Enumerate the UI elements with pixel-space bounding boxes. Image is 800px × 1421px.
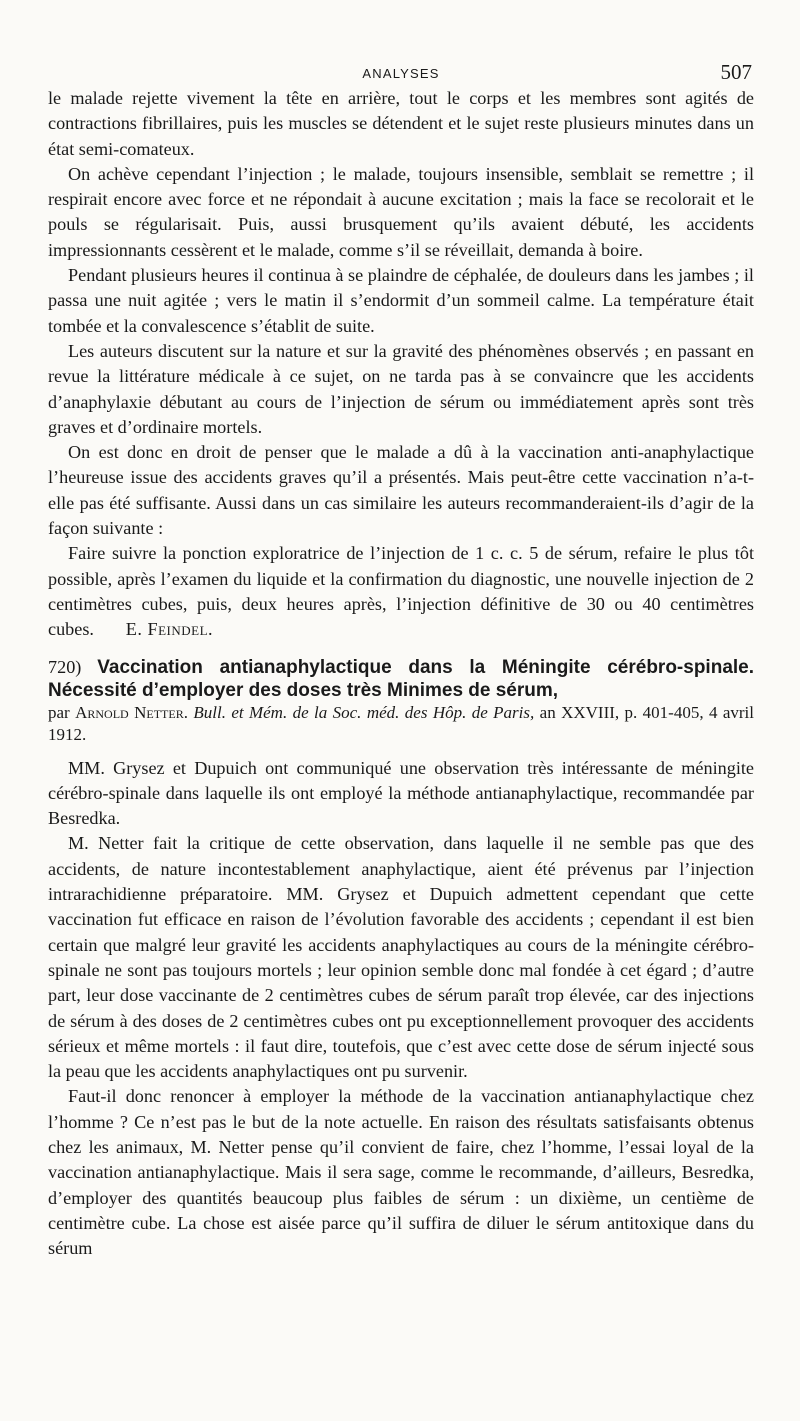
- page-header: [48, 58, 754, 86]
- signature: E. Feindel.: [125, 619, 214, 640]
- section-previous-analysis: [48, 86, 754, 643]
- paragraph-text: Faire suivre la ponction exploratrice de l’injection de 1 c. c. 5 de sérum, refaire le plus tôt possible, après l’examen du liquide et la confirmation du diagnostic, une nouvelle injection de 2 centimètres cubes, puis, deux heures après, l’injection définitive de 30 ou 40 centimètres cubes.: [48, 543, 754, 640]
- article-reference: [48, 702, 754, 746]
- running-title: ANALYSES: [362, 66, 440, 81]
- article-number: 720): [48, 656, 82, 677]
- article-720: [48, 656, 754, 1262]
- paragraph: On achève cependant l’injection ; le malade, toujours insensible, semblait se remettre ; il respirait encore avec force et ne répondait à aucune excitation ; mais la face se recolorait et le pouls se régularisait. Puis, aussi brusquement qu’ils avaient débuté, les accidents impressionnants cessèrent et le malade, comme s’il se réveillait, demanda à boire.: [48, 163, 754, 260]
- paragraph: Faut-il donc renoncer à employer la méthode de la vaccination antianaphylactique chez l’homme ? Ce n’est pas le but de la note actuelle. En raison des résultats satisfaisants obtenus chez les animaux, M. Netter pense qu’il convient de faire, chez l’homme, l’essai loyal de la vaccination antianaphylactique. Mais il sera sage, comme le recommande, d’ailleurs, Besredka, d’employer des quantités beaucoup plus faibles de sérum : un dixième, un centième de centimètre cube. La chose est aisée parce qu’il suffira de diluer le sérum antitoxique dans du sérum: [48, 1086, 754, 1259]
- paragraph: M. Netter fait la critique de cette observation, dans laquelle il ne semble pas que des accidents, de nature incontestablement anaphylactique, aient été prévenus par l’injection intrarachidienne préparatoire. MM. Grysez et Dupuich admettent cependant que cette vaccination fut efficace en raison de l’évolution favorable des accidents ; cependant il est bien certain que malgré leur gravité les accidents anaphylactiques au cours de la méningite cérébro-spinale ne sont pas toujours mortels ; leur opinion semble donc mal fondée à cet égard ; d’autre part, leur dose vaccinante de 2 centimètres cubes de sérum paraît trop élevée, car des injections de sérum à des doses de 2 centimètres cubes ont pu exceptionnellement provoquer des accidents sérieux et même mortels : il faut dire, toutefois, que c’est avec cette dose de sérum injecté sous la peau que les accidents anaphylactiques ont pu survenir.: [48, 833, 754, 1082]
- article-body: [48, 756, 754, 1262]
- paragraph: Les auteurs discutent sur la nature et sur la gravité des phénomènes observés ; en passant en revue la littérature médicale à ce sujet, on ne tarda pas à se convaincre que les accidents d’anaphylaxie débutant au cours de l’injection de sérum ou immédiatement après sont très graves et d’ordinaire mortels.: [48, 340, 754, 437]
- paragraph-with-signature: [48, 541, 754, 642]
- page: [48, 58, 754, 1261]
- paragraph: le malade rejette vivement la tête en arrière, tout le corps et les membres sont agités de contractions fibrillaires, puis les muscles se détendent et le sujet reste plusieurs minutes dans un état semi-comateux.: [48, 88, 754, 159]
- paragraph: Pendant plusieurs heures il continua à se plaindre de céphalée, de douleurs dans les jambes ; il passa une nuit agitée ; vers le matin il s’endormit d’un sommeil calme. La température était tombée et la convalescence s’établit de suite.: [48, 265, 754, 336]
- paragraph: MM. Grysez et Dupuich ont communiqué une observation très intéressante de méningite cérébro-spinale dans laquelle ils ont employé la méthode antianaphylactique, recommandée par Besredka.: [48, 757, 754, 829]
- page-number: 507: [720, 60, 752, 84]
- ref-prefix: par: [48, 702, 70, 722]
- ref-journal: Bull. et Mém. de la Soc. méd. des Hôp. de Paris,: [193, 702, 535, 722]
- ref-author: Arnold Netter.: [75, 702, 188, 722]
- article-heading: [48, 656, 754, 746]
- ref-details: an XXVIII, p. 401-405, 4 avril 1912.: [48, 702, 755, 744]
- paragraph: On est donc en droit de penser que le malade a dû à la vaccination anti-anaphylactique l’heureuse issue des accidents graves qu’il a présentés. Mais peut-être cette vaccination n’a-t-elle pas été suffisante. Aussi dans un cas similaire les auteurs recommanderaient-ils d’agir de la façon suivante :: [48, 442, 754, 539]
- article-title: Vaccination antianaphylactique dans la Méningite cérébro-spinale. Nécessité d’employer des doses très Minimes de sérum,: [48, 656, 755, 701]
